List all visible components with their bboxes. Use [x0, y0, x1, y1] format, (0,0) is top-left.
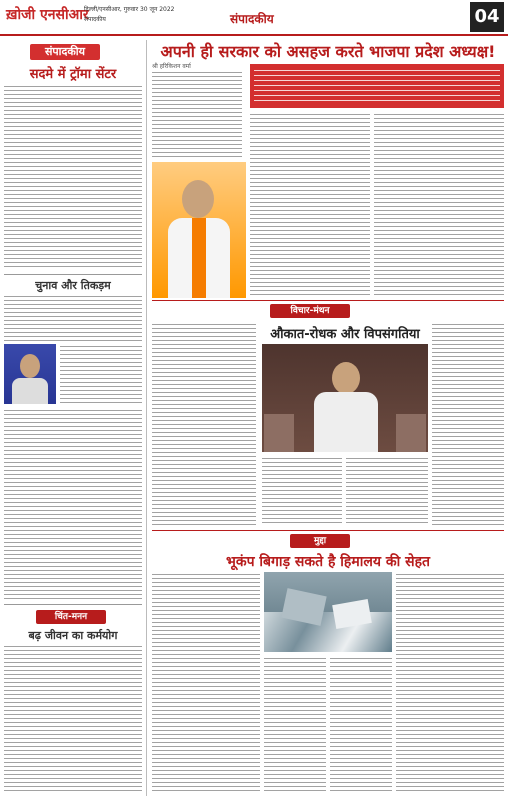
left-section-tag: संपादकीय	[30, 44, 100, 60]
lead-headline: अपनी ही सरकार को असहज करते भाजपा प्रदेश अध्यक्ष!	[160, 42, 496, 61]
middle-body-col1	[152, 322, 256, 526]
page-number: 04	[470, 2, 504, 32]
middle-headline: औकात-रोधक और विपसंगतिया	[270, 327, 420, 342]
left-article2-body	[4, 294, 142, 342]
lead-body-col3	[374, 112, 504, 296]
left-article2-body-cont	[60, 344, 142, 404]
left-article-body	[4, 84, 142, 270]
bottom-body-col4	[396, 572, 504, 794]
divider	[4, 274, 142, 275]
masthead-date: दिल्ली/एनसीआर, गुरुवार 30 जून 2022	[84, 6, 175, 13]
left-article3-body	[4, 644, 142, 794]
left-article2-title: चुनाव और तिकड़म	[35, 279, 111, 292]
party-leader-photo	[152, 162, 246, 298]
masthead-logo: ख़ोजी एनसीआर	[6, 7, 89, 23]
speech-photo	[262, 344, 428, 452]
divider	[152, 530, 504, 531]
left-headline: सदमे में ट्रॉमा सेंटर	[29, 67, 117, 82]
lead-body-col1	[152, 70, 242, 158]
divider	[152, 300, 504, 301]
middle-body-col2	[262, 456, 342, 526]
lead-byline: श्री हरिकिशन वर्मा	[152, 63, 191, 70]
column-rule	[146, 40, 147, 796]
politician-photo	[4, 344, 56, 404]
middle-body-col3	[346, 456, 428, 526]
divider	[4, 604, 142, 605]
section-title: संपादकीय	[230, 12, 274, 26]
bottom-pill: मुद्दा	[290, 534, 350, 548]
bottom-body-col1	[152, 572, 260, 794]
lead-red-box	[250, 64, 504, 108]
bottom-body-col2	[264, 656, 326, 794]
earthquake-photo	[264, 572, 392, 652]
middle-pill: विचार-मंथन	[270, 304, 350, 318]
left-pill: चिंत-मनन	[36, 610, 106, 624]
lead-body-col2	[250, 112, 370, 296]
bottom-body-col3	[330, 656, 392, 794]
middle-body-col4	[432, 322, 504, 526]
left-article2-body-more	[4, 408, 142, 600]
bottom-headline: भूकंप बिगाड़ सकते है हिमालय की सेहत	[226, 554, 430, 570]
masthead	[0, 0, 508, 36]
left-article3-title: बढ़ जीवन का कर्मयोग	[28, 629, 118, 642]
masthead-subline: संपादकीय	[84, 16, 106, 23]
